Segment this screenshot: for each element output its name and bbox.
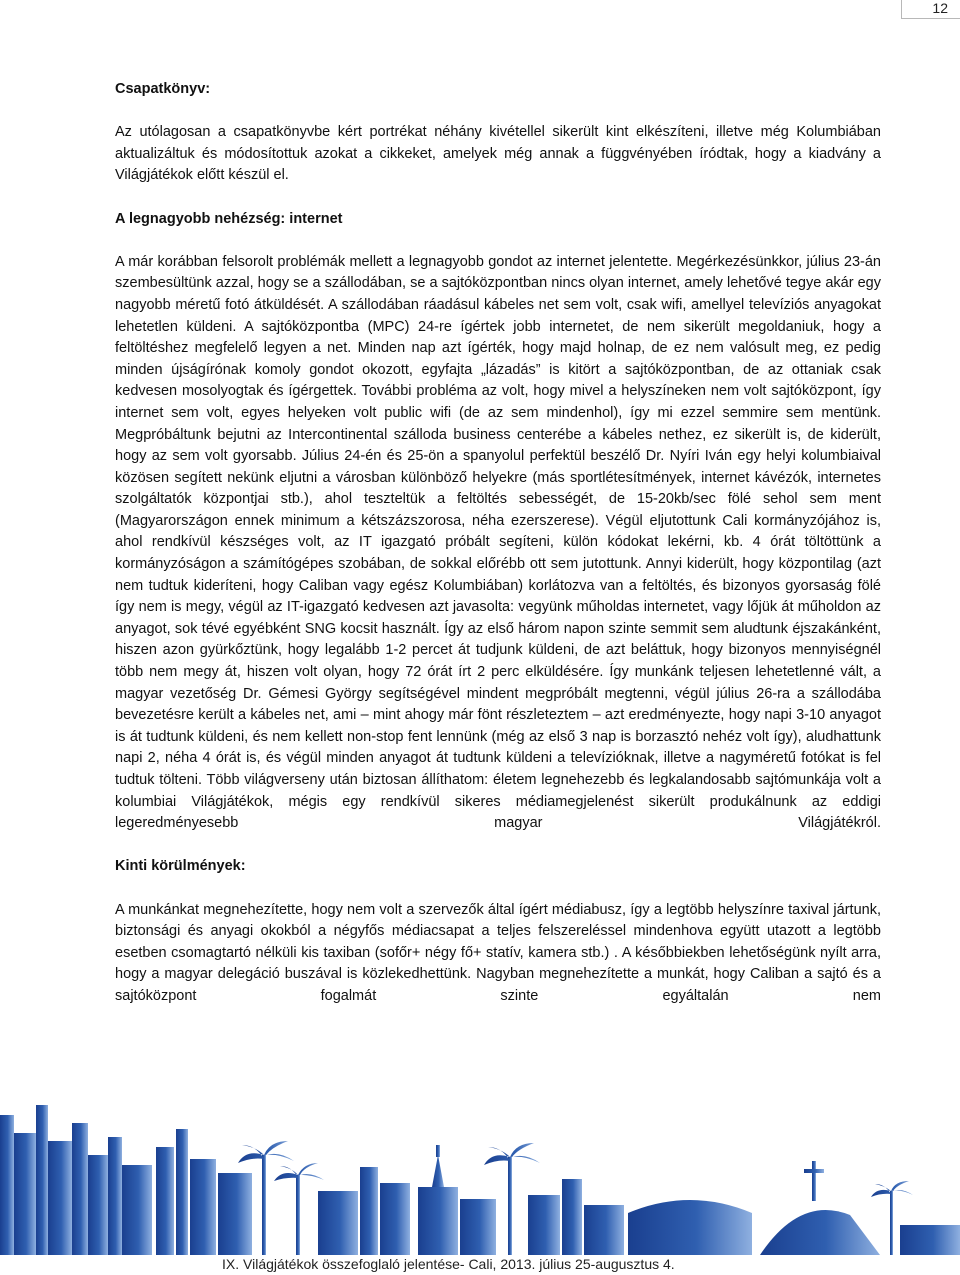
page-number-box <box>901 0 960 19</box>
section-paragraph-internet: A már korábban felsorolt problémák mellett a legnagyobb gondot az internet jelentette. Megérkezésünkkor, július 23-án szembesültünk azzal, hogy se a szállodában, se a sajtóközpontban nincs olyan internet, amely lehetővé tegye akár egy nagyobb méretű fotó átküldését. A szállodában ráadásul kábeles net sem volt, csak wifi, amellyel televíziós anyagokat lehetetlen küldeni. A sajtóközpontba (MPC) 24-re ígértek jobb internetet, de nem sikerült megoldaniuk, hogy a feltöltéshez megfelelő legyen a net. Minden nap azt ígérték, hogy majd holnap, de ez nem valósult meg, ez pedig minden újságírónak komoly gondot okozott, egyfajta „lázadás” is kitört a sajtóközpontban, de az ottaniak csak kedvesen mosolyogtak és ígérgettek. További probléma az volt, hogy mivel a helyszíneken nem volt sajtóközpont, így internet sem volt, egyes helyeken volt public wifi (de az sem mindenhol), így mi ezzel semmire sem mentünk. Megpróbáltunk bejutni az Intercontinental szálloda business centerébe a kábeles nethez, ez sikerült is, de kiderült, hogy az sem volt gyorsabb. Július 24-én és 25-ön a spanyolul perfektül beszélő Dr. Nyíri Iván egy helyi kolumbiaival közösen segített nekünk eljutni a városban különböző helyekre (más sportlétesítmények, internet kávézók, internetes szolgáltatók központjai stb.), ahol teszteltük a feltöltés sebességét, de 15-20kb/sec fölé sehol sem ment (Magyarországon ennek minimum a kétszázszorosa, néha ezerszerese). Végül eljutottunk Cali kormányzójához is, ahol rendkívül készséges volt, az IT igazgató próbált segíteni, külön kódokat lekérni, kb. 4 órát töltöttünk a kormányzóságon a számítógépes szobában, de sokkal előrébb ott sem jutottunk. Annyi kiderült, hogy központilag (azt nem tudtuk kideríteni, hogy Caliban vagy egész Kolumbiában) korlátozva van a feltöltés, és bizonyos gyorsaság fölé így nem is megy, végül az IT-igazgató kedvesen azt javasolta: vegyünk műholdas internetet, vagy lőjük át műholdon az anyagot, sok tévé egyébként SNG kocsit használt. Így az első három napon szinte semmit sem aludtunk éjszakánként, hiszen azon gyürkőztünk, hogy legalább 1-2 percet át tudjunk küldeni, de azt beláttuk, hogy bizonyos mennyiségnél több nem megy át, hiszen volt olyan, hogy 72 órát írt 2 perc elküldésére. Így munkánk teljesen lehetetlenné vált, a magyar vezetőség Dr. Gémesi György segítségével mindent megpróbált megtenni, végül július 26-ra a szállodába bevezetésre került a kábeles net, ami – mint ahogy már fönt részleteztem – azt eredményezte, hogy napi 3-10 anyagot is át tudtunk küldeni, és nem kellett non-stop fent lennünk (még az első 3 nap is borzasztó nehéz volt így), aludhattunk napi 2, néha 4 órát is, és végül minden anyagot át tudtunk küldeni a televízióknak, illetve a nagyméretű fotókat is fel tudtuk tölteni. Több világverseny után biztosan állíthatom: életem legnehezebb és legkalandosabb sajtómunkája volt a kolumbiai Világjátékok, mégis egy rendkívül sikeres médiamegjelenést sikerült produkálnunk az eddigi legeredményesebb magyar Világjátékról. <box>115 253 881 832</box>
section-paragraph-csapatkonyv: Az utólagosan a csapatkönyvbe kért portrékat néhány kivétellel sikerült kint elkészíteni, illetve még Kolumbiában aktualizáltuk és módosítottuk azokat a cikkeket, amelyek még annak a függvényében íródtak, hogy a kiadvány a Világjátékok előtt készül el. <box>115 124 881 184</box>
footer-text: IX. Világjátékok összefoglaló jelentése- Cali, 2013. július 25-augusztus 4. <box>222 1256 675 1272</box>
section-paragraph-kinti: A munkánkat megnehezítette, hogy nem volt a szervezők által ígért médiabusz, így a legtöbb helyszínre taxival jártunk, biztonsági és anyagi okokból a négyfős médiacsapat a teljes felszereléssel mindenhova együtt utazott a legtöbb esetben csomagtartó nélküli kis taxiban (sofőr+ négy fő+ statív, kamera stb.) . A későbbiekben lehetőségünk nyílt arra, hogy a magyar delegáció buszával is közlekedhettünk. Nagyban megnehezítette a munkát, hogy Caliban a sajtó és a sajtóközpont fogalmát szinte egyáltalán nem <box>115 901 881 1004</box>
section-heading-kinti: Kinti körülmények: <box>115 858 246 875</box>
section-heading-internet: A legnagyobb nehézség: internet <box>115 210 343 227</box>
section-heading-csapatkonyv: Csapatkönyv: <box>115 81 211 97</box>
document-body <box>115 79 881 1008</box>
page-number: 12 <box>932 0 948 16</box>
city-skyline-illustration <box>0 1095 960 1255</box>
